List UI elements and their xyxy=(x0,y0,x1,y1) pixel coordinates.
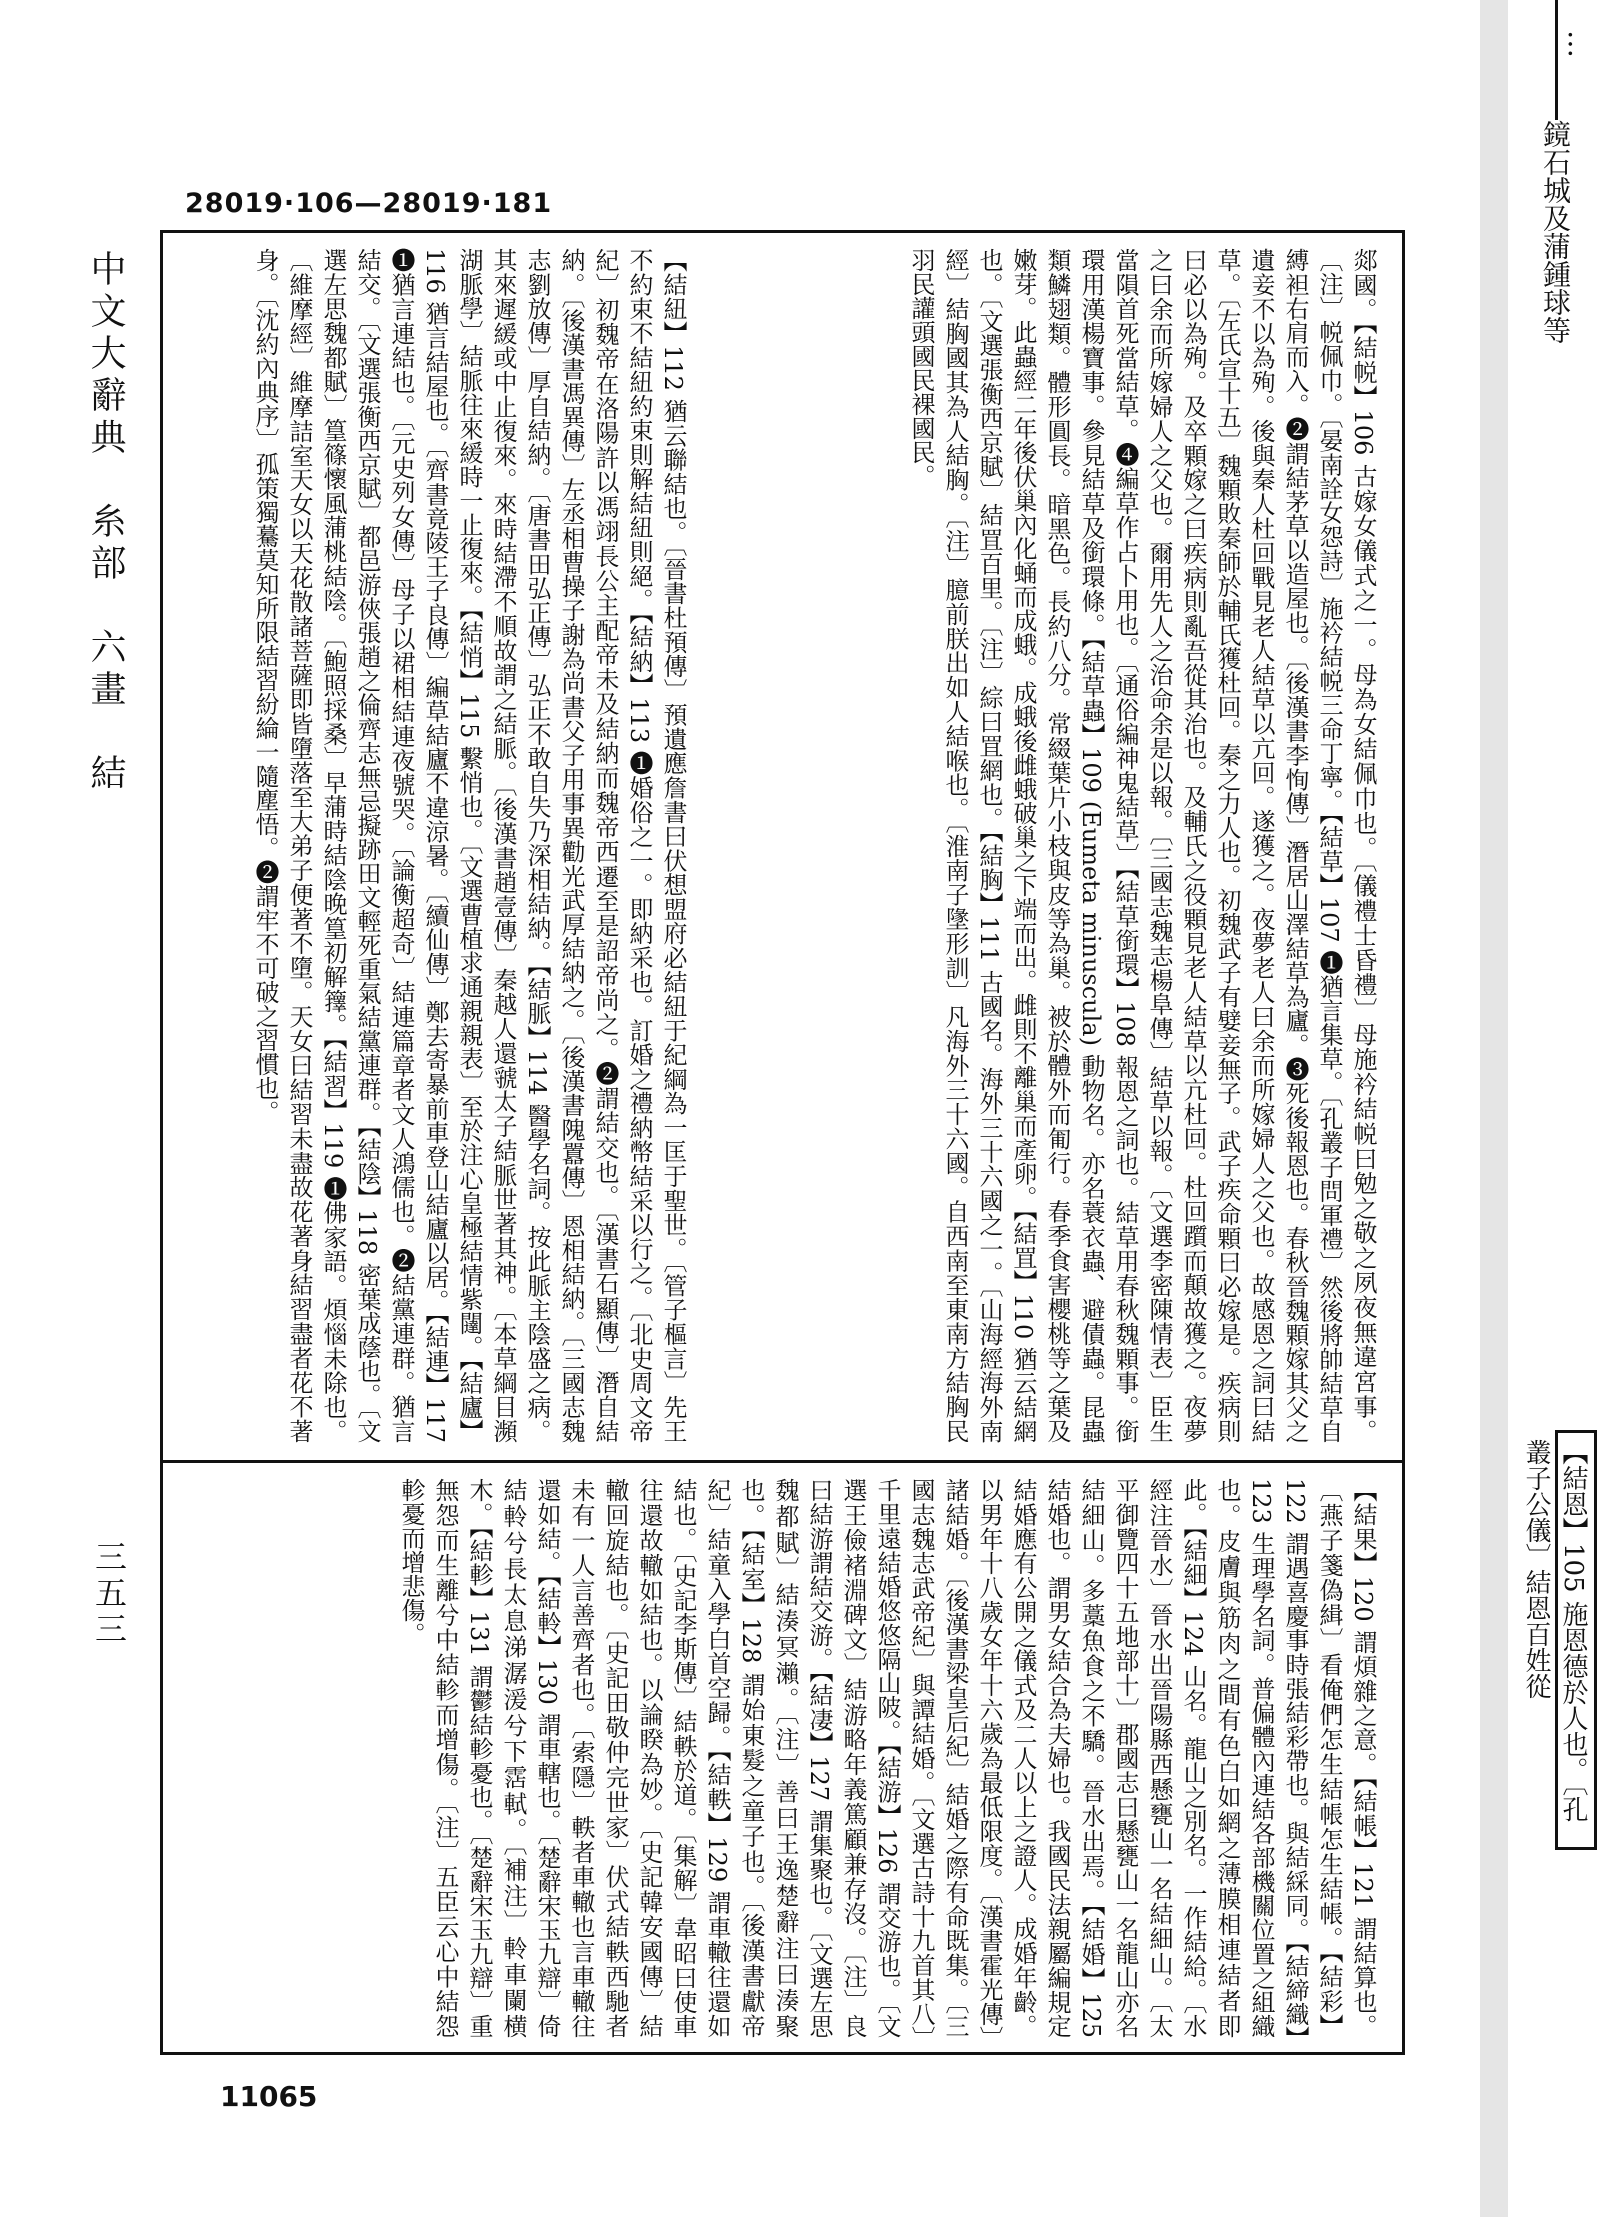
dict-title-text: 中文大辭典 xyxy=(85,250,126,460)
margin-page-label: 三五三 xyxy=(90,1540,128,1648)
section-divider xyxy=(160,1460,1405,1463)
lower-entries xyxy=(180,1478,1380,2038)
side-tab-top-text: … xyxy=(1562,30,1595,58)
upper-left-entries xyxy=(180,248,690,1443)
upper-right-entries xyxy=(700,248,1380,1443)
dictionary-title xyxy=(80,250,131,796)
radical-info: 糸部 六畫 結 xyxy=(85,502,126,796)
entry-range-header: 28019·106—28019·181 xyxy=(185,188,553,219)
side-tab-middle: 鏡石城及蒲鍾球等 xyxy=(1539,120,1572,344)
lower-text: 【結果】120 謂煩雜之意。【結帳】121 謂結算也。〔燕子箋偽緝〕看俺們怎生結帳怎生結帳。【結彩】122 謂遇喜慶事時張結彩帶也。與結綵同。【結締織】123 生理學名詞。普偏體內連結各部機關位置之組織也。皮膚與筋肉之間有色白如網之薄膜相連結者即此。【結細】124 山名。龍山之別名。一作結給。〔水經注晉水〕晉水出晉陽縣西懸甕山一名結細山。〔太平御覽四十五地部十〕郡國志曰懸甕山一名龍山亦名結細山。多藁魚食之不驕。晉水出焉。【結婚】125 結婚也。謂男女結合為夫婦也。我國民法親屬編規定結婚應有公開之儀式及二人以上之證人。成婚年齡。以男年十八歲女年十六歲為最低限度。〔漢書霍光傳〕諸結婚。〔後漢書梁皇后紀〕結婚之際有命既集。〔三國志魏志武帝紀〕與譚結婚。〔文選古詩十九首其八〕千里遠結婚悠悠隔山陂。【結游】126 謂交游也。〔文選王儉褚淵碑文〕結游略年義篤顧兼存沒。〔注〕良曰結游謂結交游。【結凄】127 謂集聚也。〔文選左思魏都賦〕結湊冥瀨。〔注〕善曰王逸楚辭注曰湊聚也。【結室】128 謂始東髮之童子也。〔後漢書獻帝紀〕結童入學白首空歸。【結軼】129 謂車轍往還如結也。〔史記李斯傳〕結軼於道。〔集解〕韋昭曰使車往還故轍如結也。以論睽為妙。〔史記韓安國傳〕結轍回旋結也。〔史記田敬仲完世家〕伏式結軼西馳者未有一人言善齊者也。〔索隱〕軼者車轍也言車轍往還如結。【結軨】130 謂車轄也。〔楚辭宋玉九辯〕倚結軨兮長太息涕潺湲兮下霑軾。〔補注〕軨車闌横木。【結軫】131 謂鬱結軫憂也。〔楚辭宋玉九辯〕重無怨而生離兮中結軫而增傷。〔注〕五臣云心中結怨軫憂而增悲傷。 xyxy=(397,1478,1377,2038)
upper-left-text: 【結紐】112 猶云聯結也。〔晉書杜預傳〕預遺應詹書曰伏想盟府必結紐于紀綱為一匡于聖世。〔管子樞言〕先王不約束不結紐約束則解結紐則絕。【結納】113 ❶婚俗之一。即納采也。訂婚之禮納幣結采以行之。〔北史周文帝紀〕初魏帝在洛陽許以馮翊長公主配帝未及結納而魏帝西遷至是詔帝尚之。❷謂結交也。〔漢書石顯傳〕潛自結納。〔後漢書馮異傳〕左丞相曹操子謝為尚書父子用事異勸光武厚結納之。〔後漢書隗囂傳〕恩相結納。〔三國志魏志劉放傳〕厚自結納。〔唐書田弘正傳〕弘正不敢自失乃深相結納。【結脈】114 醫學名詞。按此脈主陰盛之病。其來遲緩或中止復來。來時結滯不順故謂之結脈。〔後漢書趙壹傳〕秦越人還虢太子結脈世著其神。〔本草綱目瀕湖脈學〕結脈往來緩時一止復來。【結悄】115 繫悄也。〔文選曹植求通親親表〕至於注心皇極結情紫闥。【結廬】116 猶言結屋也。〔齊書竟陵王子良傳〕編草結廬不違涼暑。〔續仙傳〕鄭去寄暴前車登山結廬以居。【結連】117 ❶猶言連結也。〔元史列女傳〕母子以裙相結連夜號哭。〔論衡超奇〕結連篇章者文人鴻儒也。❷結黨連群。猶言結交。〔文選張衡西京賦〕都邑游俠張趙之倫齊志無忌擬跡田文輕死重氣結黨連群。【結陰】118 密葉成蔭也。〔文選左思魏都賦〕篁篠懷風蒲桃結陰。〔鮑照採桑〕早蒲時結陰晚篁初解籜。【結習】119 ❶佛家語。煩惱未除也。〔維摩經〕維摩詰室天女以天花散諸菩薩即皆墮落至大弟子便著不墮。天女曰結習未盡故花著身結習盡者花不著身。〔沈約內典序〕孤策獨驀莫知所限結習紛綸一隨塵悟。❷謂牢不可破之習慣也。 xyxy=(251,248,687,1443)
side-tab-top xyxy=(1555,0,1604,120)
page-number: 11065 xyxy=(220,2080,318,2113)
side-tab-bottom: 【結恩】105 施恩德於人也。〔孔叢子公儀〕結恩百姓從 xyxy=(1555,1430,1597,1850)
scan-shadow xyxy=(1480,0,1508,2217)
upper-right-text: 郯國。【結帨】106 古嫁女儀式之一。母為女結佩巾也。〔儀禮士昏禮〕母施衿結帨曰勉之敬之夙夜無違宮事。〔注〕帨佩巾。〔晏南詮女怨詩〕施衿結帨三命丁寧。【結草】107 ❶猶言集草。〔孔叢子問軍禮〕然後將帥結草自縛袒右肩而入。❷謂結茅草以造屋也。〔後漢書李恂傳〕潛居山澤結草為廬。❸死後報恩也。春秋晉魏顆嫁其父之遺妾不以為殉。後與秦人杜回戰見老人結草以亢回。遂獲之。夜夢老人曰余而所嫁婦人之父也。故感恩之詞曰結草。〔左氏宣十五〕魏顆敗秦師於輔氏獲杜回。秦之力人也。初魏武子有嬖妾無子。武子疾命顆曰必嫁是。疾病則曰必以為殉。及卒顆嫁之曰疾病則亂吾從其治也。及輔氏之役顆見老人結草以亢杜回。杜回躓而顛故獲之。夜夢之曰余而所嫁婦人之父也。爾用先人之治命余是以報。〔三國志魏志楊阜傳〕結草以報。〔文選李密陳情表〕臣生當隕首死當結草。❹編草作占卜用也。〔通俗編神鬼結草〕【結草銜環】108 報恩之詞也。結草用春秋魏顆事。銜環用漢楊寶事。參見結草及銜環條。【結草蟲】109 (Eumeta minuscula) 動物名。亦名蓑衣蟲、避債蟲。昆蟲類鱗翅類。體形圓長。暗黑色。長約八分。常綴葉片小枝與皮等為巢。被於體外而匍行。春季食害櫻桃等之葉及嫩芽。此蟲經二年後伏巢內化蛹而成蛾。成蛾後雌蛾破巢之下端而出。雌則不離巢而產卵。【結罝】110 猶云結網也。〔文選張衡西京賦〕結罝百里。〔注〕綜曰罝網也。【結胸】111 古國名。海外三十六國之一。〔山海經海外南經〕結胸國其為人結胸。〔注〕臆前朕出如人結喉也。〔淮南子墬形訓〕凡海外三十六國。自西南至東南方結胸民羽民讙頭國民裸國民。 xyxy=(907,248,1377,1444)
